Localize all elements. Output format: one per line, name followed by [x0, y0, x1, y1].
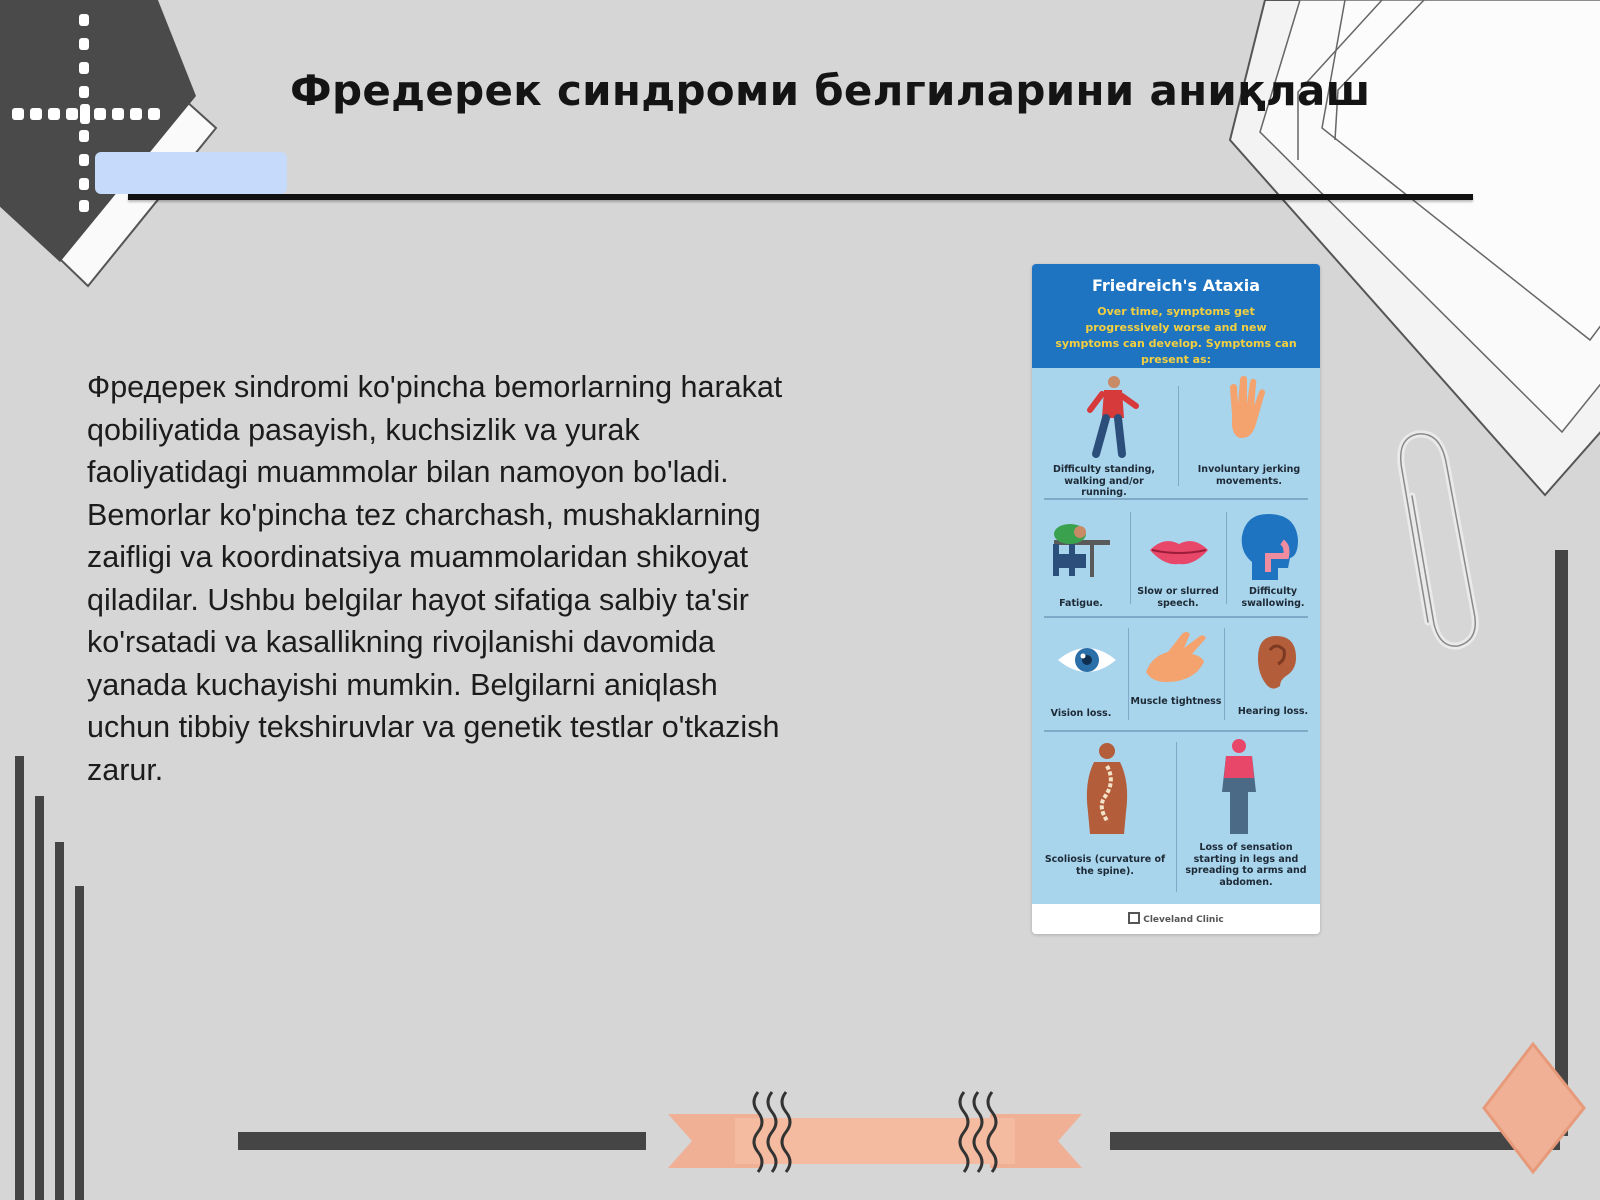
walking-person-icon [1082, 374, 1142, 460]
infographic-subtitle: Over time, symptoms get progressively worse and new symptoms can develop. Symptoms can present as: [1055, 305, 1297, 366]
symptom-label: Slow or slurred speech. [1137, 586, 1219, 609]
tired-person-at-desk-icon [1050, 520, 1114, 580]
body-icon [1216, 738, 1262, 836]
brand-square-icon [1128, 912, 1140, 924]
bottom-left-bar [238, 1132, 646, 1150]
bottom-ribbon-decoration [668, 1092, 1082, 1172]
symptom-label: Loss of sensation starting in legs and spreading to arms and abdomen. [1185, 842, 1307, 888]
lips-icon [1148, 536, 1210, 566]
grid-divider [1176, 742, 1177, 892]
left-vertical-bars [15, 756, 84, 1200]
symptom-label: Involuntary jerking movements. [1197, 464, 1301, 487]
head-throat-icon [1238, 512, 1300, 582]
brand-name: Cleveland Clinic [1143, 915, 1224, 925]
symptom-label: Hearing loss. [1237, 706, 1309, 717]
title-underline [128, 194, 1473, 200]
symptom-label: Difficulty swallowing. [1241, 586, 1305, 609]
cramped-hand-icon [1142, 626, 1212, 686]
title-accent-pill [95, 152, 287, 194]
body-paragraph: Фредерек sindromi ko'pincha bemorlarning harakat qobiliyatida pasayish, kuchsizlik va yurak faoliyatidagi muammolar bilan namoyon bo'ladi. Bemorlar ko'pincha tez charchash, mushaklarning zaifligi va koordinatsiya muammolaridan shikoyat qiladilar. Ushbu belgilar hayot sifatiga salbiy ta'sir ko'rsatadi va kasallikning rivojlanishi davomida yanada kuchayishi mumkin. Belgilarni aniqlash uchun tibbiy tekshiruvlar va genetik testlar o'tkazish zarur. [87, 370, 783, 787]
symptom-label: Vision loss. [1050, 708, 1112, 719]
hand-icon [1220, 374, 1270, 444]
symptom-label: Scoliosis (curvature of the spine). [1044, 854, 1166, 877]
right-vertical-bar [1555, 550, 1568, 1136]
grid-divider [1130, 512, 1131, 604]
bottom-right-bar [1110, 1132, 1560, 1150]
spine-icon [1076, 742, 1138, 842]
top-left-diamond-decoration [0, 0, 216, 286]
eye-icon [1056, 640, 1118, 680]
infographic-footer [1032, 904, 1320, 934]
symptom-label: Muscle tightness [1130, 696, 1222, 707]
symptom-label: Fatigue. [1059, 598, 1103, 609]
slide-title: Фредерек синдроми белгиларини аниқлаш [290, 66, 1371, 115]
bottom-right-diamond [1484, 1044, 1584, 1172]
grid-divider [1178, 386, 1179, 486]
grid-divider [1226, 512, 1227, 604]
ear-icon [1254, 634, 1298, 690]
friedreichs-ataxia-infographic [1032, 264, 1320, 934]
grid-divider [1128, 628, 1129, 720]
infographic-header [1032, 264, 1320, 368]
infographic-title: Friedreich's Ataxia [1091, 276, 1261, 295]
brand-logo [1032, 912, 1320, 925]
grid-divider [1044, 616, 1308, 618]
paperclip-decoration [1401, 434, 1476, 646]
grid-divider [1224, 628, 1225, 720]
grid-divider [1044, 730, 1308, 732]
symptom-label: Difficulty standing, walking and/or running. [1052, 464, 1156, 498]
